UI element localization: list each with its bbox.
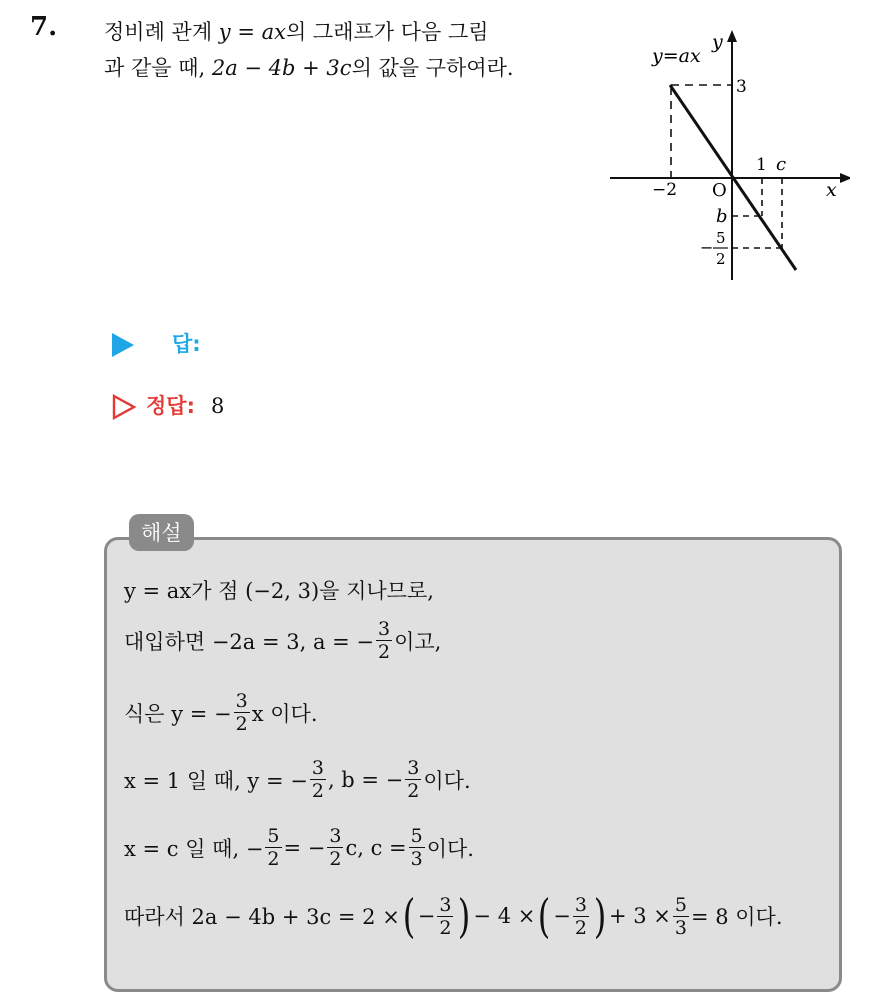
fraction: $\frac{3}{2}$ bbox=[329, 825, 342, 870]
y-axis-arrow bbox=[727, 30, 737, 42]
origin-label: O bbox=[712, 180, 727, 201]
question-number: 7. bbox=[30, 12, 58, 42]
solution-line-2: 대입하면 −2a = 3, a = − $\frac{3}{2}$ 이고, bbox=[124, 618, 442, 663]
fraction: $\frac{3}{2}$ bbox=[378, 618, 391, 663]
solution-line-6: 따라서 2a − 4b + 3c = 2 × ( − $\frac{3}{2}$ ) − 4 × ( − $\frac{3}{2}$ ) + 3 × $\frac{5}{3}$ = 8 이다. bbox=[124, 889, 783, 943]
tick-label-frac-sign: − bbox=[700, 238, 714, 257]
tick-label-1: 1 bbox=[756, 155, 767, 175]
graph-line-label: y=ax bbox=[652, 45, 701, 67]
tick-label-frac-num: 5 bbox=[716, 229, 726, 247]
graph-figure bbox=[600, 28, 850, 288]
tick-label-frac-den: 2 bbox=[716, 250, 726, 268]
x-axis-label: x bbox=[826, 179, 837, 201]
outline-arrow-icon bbox=[112, 394, 136, 420]
solution-line-4: x = 1 일 때, y = − $\frac{3}{2}$ , b = − $\frac{3}{2}$ 이다. bbox=[124, 757, 471, 802]
tick-label-b: b bbox=[716, 206, 728, 227]
fraction: $\frac{3}{2}$ bbox=[439, 893, 452, 939]
play-arrow-icon bbox=[112, 333, 134, 357]
solution-line-1: y = ax가 점 (−2, 3)을 지나므로, bbox=[124, 579, 434, 603]
fraction: $\frac{3}{2}$ bbox=[311, 757, 324, 802]
fraction: $\frac{5}{2}$ bbox=[267, 825, 280, 870]
fraction: $\frac{3}{2}$ bbox=[235, 690, 248, 735]
question-line-2: 과 같을 때, 2a − 4b + 3c의 값을 구하여라. bbox=[104, 56, 514, 80]
fraction: $\frac{5}{3}$ bbox=[410, 825, 423, 870]
fraction: $\frac{5}{3}$ bbox=[674, 893, 687, 939]
question-line-1: 정비례 관계 y = ax의 그래프가 다음 그림 bbox=[104, 20, 489, 44]
tick-label-c: c bbox=[776, 154, 787, 175]
fraction: $\frac{3}{2}$ bbox=[407, 757, 420, 802]
answer-input-row bbox=[112, 328, 201, 358]
x-axis-arrow bbox=[840, 173, 850, 183]
fraction: $\frac{3}{2}$ bbox=[574, 893, 587, 939]
solution-line-3: 식은 y = − $\frac{3}{2}$ x 이다. bbox=[124, 690, 318, 735]
tick-label-neg2: −2 bbox=[652, 180, 678, 200]
answer-label: 답: bbox=[172, 332, 201, 356]
tick-label-3: 3 bbox=[736, 77, 747, 97]
correct-answer-value: 8 bbox=[210, 394, 225, 418]
y-axis-label: y bbox=[712, 31, 723, 53]
question-text bbox=[104, 14, 514, 86]
solution-line-5: x = c 일 때, − $\frac{5}{2}$ = − $\frac{3}{2}$ c, c = $\frac{5}{3}$ 이다. bbox=[124, 825, 474, 870]
correct-answer-label: 정답: bbox=[146, 394, 195, 418]
solution-tab: 해설 bbox=[129, 514, 194, 551]
correct-answer-row bbox=[112, 390, 224, 420]
